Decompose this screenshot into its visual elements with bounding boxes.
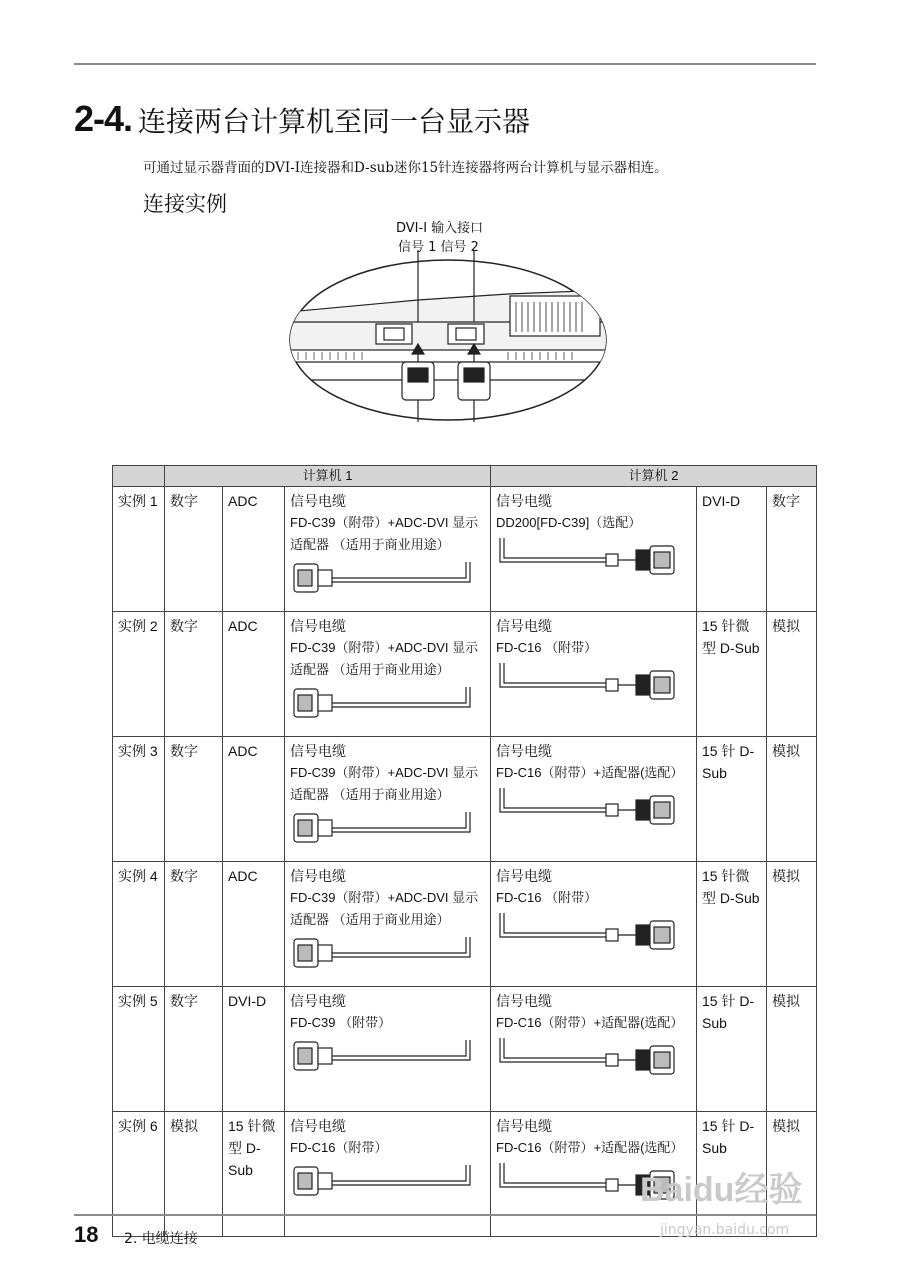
table-row	[113, 612, 817, 737]
header-pc1: 计算机 1	[165, 466, 491, 487]
cable2-desc: DD200[FD-C39]（选配）	[496, 515, 642, 530]
cable2-title: 信号电缆	[496, 993, 552, 1009]
cable2-desc: FD-C16（附带）+适配器(选配）	[496, 765, 684, 780]
page-number: 18	[74, 1222, 99, 1247]
pc2-signal-cell: 模拟	[767, 987, 817, 1112]
cable2-title: 信号电缆	[496, 743, 552, 759]
cable1-title: 信号电缆	[290, 618, 346, 634]
pc2-cable-cell	[491, 987, 697, 1112]
pc2-port-cell: 15 针微型 D-Sub	[697, 612, 767, 737]
cable1-desc: FD-C39（附带）+ADC-DVI 显示适配器 （适用于商业用途）	[290, 640, 479, 677]
cable2-desc: FD-C16（附带）+适配器(选配）	[496, 1015, 684, 1030]
cable-icon	[290, 1161, 480, 1201]
table-header-row	[113, 466, 817, 487]
watermark-url: jingyan.baidu.com	[660, 1222, 790, 1238]
header-pc2: 计算机 2	[491, 466, 817, 487]
pc2-port-cell: 15 针微型 D-Sub	[697, 862, 767, 987]
pc1-signal-cell: 数字	[165, 737, 223, 862]
pc2-port-cell: 15 针 D-Sub	[697, 987, 767, 1112]
cable2-desc: FD-C16 （附带）	[496, 890, 598, 905]
header-empty	[113, 466, 165, 487]
cable-icon	[496, 786, 686, 826]
section-subheading: 连接实例	[143, 192, 227, 216]
title-text: 连接两台计算机至同一台显示器	[138, 105, 531, 138]
pc2-cable-cell	[491, 487, 697, 612]
cable-icon	[496, 911, 686, 951]
pc1-signal-cell: 数字	[165, 487, 223, 612]
connection-table	[112, 465, 817, 1237]
section-label: 2. 电缆连接	[124, 1231, 198, 1247]
cable1-desc: FD-C39 （附带）	[290, 1015, 392, 1030]
page-title	[74, 98, 530, 140]
cable-icon	[496, 1036, 686, 1076]
cable2-title: 信号电缆	[496, 1118, 552, 1134]
table-row	[113, 487, 817, 612]
table-row	[113, 862, 817, 987]
pc2-cable-cell	[491, 612, 697, 737]
pc1-signal-cell: 模拟	[165, 1112, 223, 1237]
example-cell: 实例 1	[113, 487, 165, 612]
pc2-signal-cell: 模拟	[767, 737, 817, 862]
watermark-logo: Baidu经验	[640, 1171, 803, 1209]
cable-icon	[496, 536, 686, 576]
pc1-port-cell: ADC	[223, 612, 285, 737]
cable2-desc: FD-C16（附带）+适配器(选配）	[496, 1140, 684, 1155]
cable2-title: 信号电缆	[496, 618, 552, 634]
pc1-port-cell: ADC	[223, 487, 285, 612]
example-cell: 实例 3	[113, 737, 165, 862]
cable2-title: 信号电缆	[496, 868, 552, 884]
cable1-desc: FD-C39（附带）+ADC-DVI 显示适配器 （适用于商业用途）	[290, 515, 479, 552]
example-cell: 实例 4	[113, 862, 165, 987]
pc1-port-cell: 15 针微型 D-Sub	[223, 1112, 285, 1237]
pc1-signal-cell: 数字	[165, 987, 223, 1112]
pc1-cable-cell	[285, 1112, 491, 1237]
intro-paragraph: 可通过显示器背面的DVI-I连接器和D-sub迷你15针连接器将两台计算机与显示器相连。	[143, 160, 668, 176]
cable-icon	[290, 683, 480, 723]
monitor-rear-illustration	[288, 250, 608, 422]
cable2-title: 信号电缆	[496, 493, 552, 509]
cable1-desc: FD-C39（附带）+ADC-DVI 显示适配器 （适用于商业用途）	[290, 765, 479, 802]
example-cell: 实例 6	[113, 1112, 165, 1237]
pc1-port-cell: DVI-D	[223, 987, 285, 1112]
pc1-cable-cell	[285, 612, 491, 737]
pc1-signal-cell: 数字	[165, 612, 223, 737]
cable-icon	[290, 933, 480, 973]
table-row	[113, 737, 817, 862]
cable1-desc: FD-C39（附带）+ADC-DVI 显示适配器 （适用于商业用途）	[290, 890, 479, 927]
pc1-port-cell: ADC	[223, 862, 285, 987]
pc2-port-cell: 15 针 D-Sub	[697, 737, 767, 862]
cable-icon	[290, 808, 480, 848]
cable1-title: 信号电缆	[290, 868, 346, 884]
pc2-port-cell: DVI-D	[697, 487, 767, 612]
pc1-cable-cell	[285, 862, 491, 987]
bottom-rule	[74, 1214, 816, 1216]
pc1-signal-cell: 数字	[165, 862, 223, 987]
pc1-cable-cell	[285, 487, 491, 612]
dvi-input-label: DVI-I 输入接口	[396, 221, 484, 236]
pc2-cable-cell	[491, 862, 697, 987]
cable-icon	[290, 1036, 480, 1076]
cable1-title: 信号电缆	[290, 1118, 346, 1134]
pc2-cable-cell	[491, 737, 697, 862]
pc2-signal-cell: 模拟	[767, 862, 817, 987]
cable1-title: 信号电缆	[290, 493, 346, 509]
example-cell: 实例 2	[113, 612, 165, 737]
pc1-cable-cell	[285, 987, 491, 1112]
top-rule	[74, 63, 816, 65]
cable1-title: 信号电缆	[290, 993, 346, 1009]
pc1-cable-cell	[285, 737, 491, 862]
cable-icon	[290, 558, 480, 598]
pc2-signal-cell: 模拟	[767, 612, 817, 737]
pc2-signal-cell: 模拟	[767, 1112, 817, 1237]
example-cell: 实例 5	[113, 987, 165, 1112]
pc2-port-cell: 15 针 D-Sub	[697, 1112, 767, 1237]
title-number: 2-4.	[74, 98, 133, 139]
cable-icon	[496, 661, 686, 701]
pc1-port-cell: ADC	[223, 737, 285, 862]
pc2-signal-cell: 数字	[767, 487, 817, 612]
table-row	[113, 987, 817, 1112]
signal-label: 信号 1 信号 2	[398, 240, 479, 255]
cable2-desc: FD-C16 （附带）	[496, 640, 598, 655]
cable1-desc: FD-C16（附带）	[290, 1140, 388, 1155]
cable1-title: 信号电缆	[290, 743, 346, 759]
